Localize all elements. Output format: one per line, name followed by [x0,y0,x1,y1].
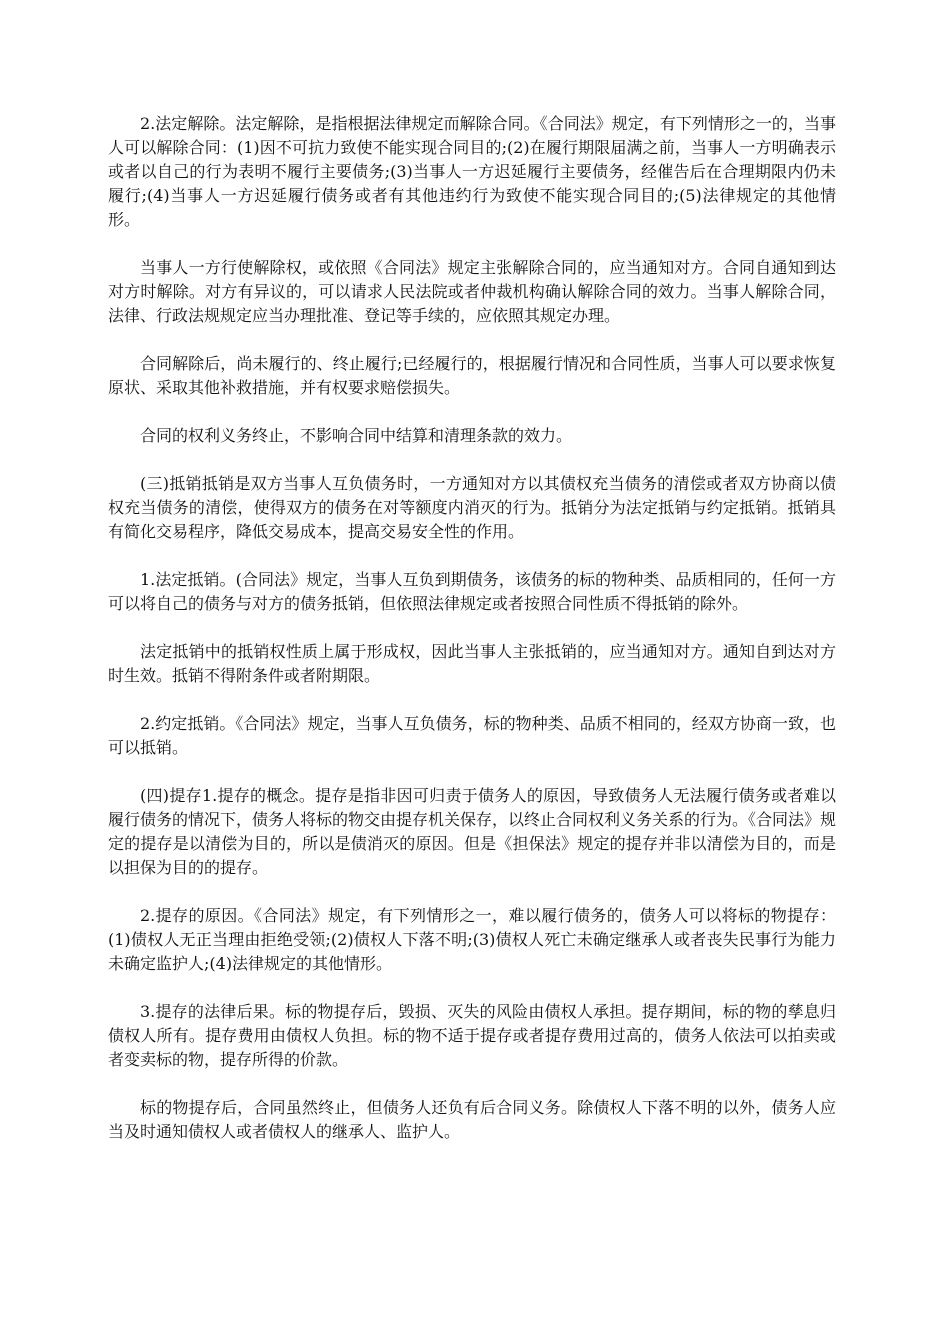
paragraph-exercise-rescission-right: 当事人一方行使解除权，或依照《合同法》规定主张解除合同的，应当通知对方。合同自通知到达对方时解除。对方有异议的，可以请求人民法院或者仲裁机构确认解除合同的效力。当事人解除合同，法律、行政法规规定应当办理批准、登记等手续的，应依照其规定办理。 [108,258,836,325]
paragraph-after-rescission: 合同解除后，尚未履行的、终止履行;已经履行的，根据履行情况和合同性质，当事人可以要求恢复原状、采取其他补救措施，并有权要求赔偿损失。 [108,354,836,397]
paragraph-set-off-definition: (三)抵销抵销是双方当事人互负债务时，一方通知对方以其债权充当债务的清偿或者双方协商以债权充当债务的清偿，使得双方的债务在对等额度内消灭的行为。抵销分为法定抵销与约定抵销。抵销具有简化交易程序，降低交易成本，提高交易安全性的作用。 [108,474,836,541]
paragraph-deposit-reasons: 2.提存的原因。《合同法》规定，有下列情形之一，难以履行债务的，债务人可以将标的物提存：(1)债权人无正当理由拒绝受领;(2)债权人下落不明;(3)债权人死亡未确定继承人或者丧失民事行为能力未确定监护人;(4)法律规定的其他情形。 [108,906,836,973]
paragraph-statutory-rescission: 2.法定解除。法定解除，是指根据法律规定而解除合同。《合同法》规定，有下列情形之一的，当事人可以解除合同：(1)因不可抗力致使不能实现合同目的;(2)在履行期限届满之前，当事人一方明确表示或者以自己的行为表明不履行主要债务;(3)当事人一方迟延履行主要债务，经催告后在合理期限内仍未履行;(4)当事人一方迟延履行债务或者有其他违约行为致使不能实现合同目的;(5)法律规定的其他情形。 [108,114,836,229]
paragraph-deposit-concept: (四)提存1.提存的概念。提存是指非因可归责于债务人的原因，导致债务人无法履行债务或者难以履行债务的情况下，债务人将标的物交由提存机关保存，以终止合同权利义务关系的行为。《合同法》规定的提存是以清偿为目的，所以是债消灭的原因。但是《担保法》规定的提存并非以清偿为目的，而是以担保为目的的提存。 [108,786,837,877]
paragraph-agreed-set-off: 2.约定抵销。《合同法》规定，当事人互负债务，标的物种类、品质不相同的，经双方协商一致，也可以抵销。 [108,714,836,757]
paragraph-settlement-clause: 合同的权利义务终止，不影响合同中结算和清理条款的效力。 [140,426,573,445]
paragraph-post-contract-duty: 标的物提存后，合同虽然终止，但债务人还负有后合同义务。除债权人下落不明的以外，债务人应当及时通知债权人或者债权人的继承人、监护人。 [108,1098,836,1141]
paragraph-set-off-right: 法定抵销中的抵销权性质上属于形成权，因此当事人主张抵销的，应当通知对方。通知自到达对方时生效。抵销不得附条件或者附期限。 [108,642,836,685]
paragraph-statutory-set-off: 1.法定抵销。(合同法》规定，当事人互负到期债务，该债务的标的物种类、品质相同的，任何一方可以将自己的债务与对方的债务抵销，但依照法律规定或者按照合同性质不得抵销的除外。 [108,570,836,613]
document-body [108,112,836,1168]
paragraph-deposit-consequences: 3.提存的法律后果。标的物提存后，毁损、灭失的风险由债权人承担。提存期间，标的物的孳息归债权人所有。提存费用由债权人负担。标的物不适于提存或者提存费用过高的，债务人依法可以拍卖或者变卖标的物，提存所得的价款。 [108,1002,836,1069]
